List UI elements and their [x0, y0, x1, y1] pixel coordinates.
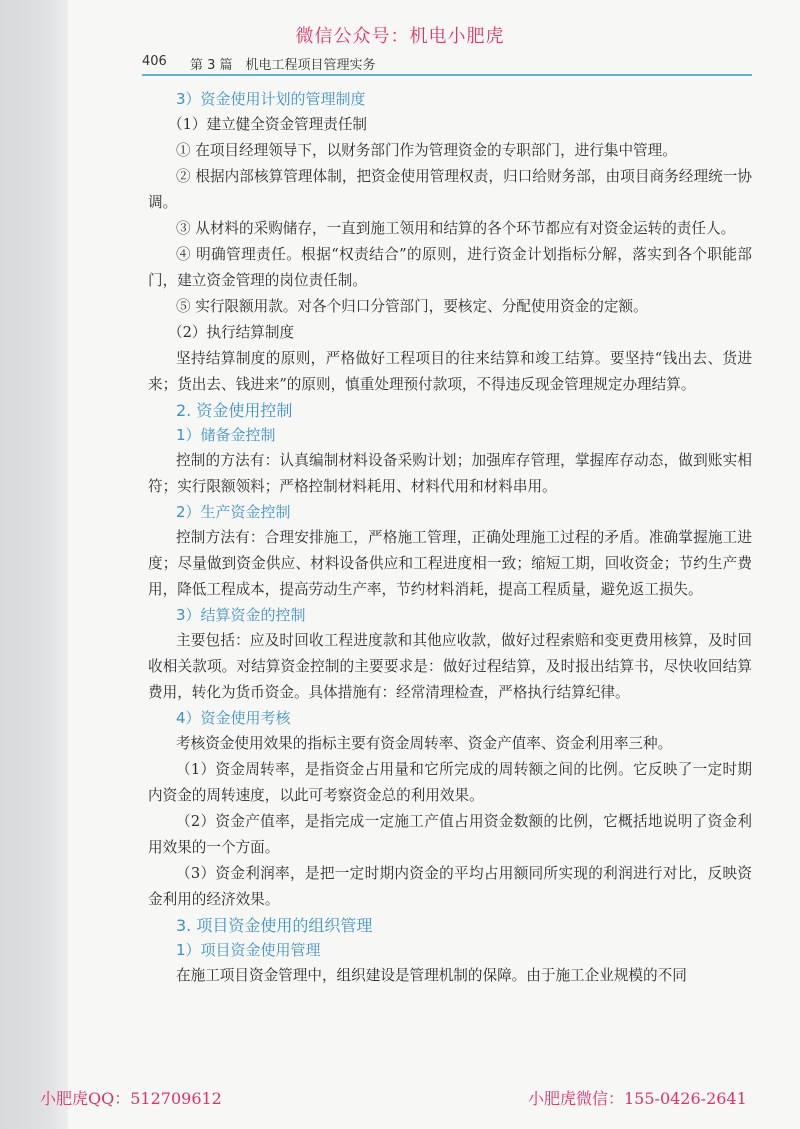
body-text [148, 87, 752, 989]
paragraph: 控制的方法有：认真编制材料设备采购计划；加强库存管理，掌握库存动态，做到账实相符；实行限额领料；严格控制材料耗用、材料代用和材料串用。 [148, 452, 752, 495]
header-rule [142, 74, 752, 76]
book-spine-shadow [0, 0, 68, 1129]
watermark-qq: 小肥虎QQ：512709612 [40, 1089, 222, 1108]
paragraph: 控制方法有：合理安排施工，严格施工管理，正确处理施工过程的矛盾。准确掌握施工进度；尽量做到资金供应、材料设备供应和工程进度相一致；缩短工期，回收资金；节约生产费用，降低工程成本，提高劳动生产率，节约材料消耗，提高工程质量，避免返工损失。 [148, 529, 752, 598]
numbered-heading: （2）执行结算制度 [168, 324, 295, 341]
paragraph: 主要包括：应及时回收工程进度款和其他应收款，做好过程索赔和变更费用核算，及时回收相关款项。对结算资金控制的主要要求是：做好过程结算，及时报出结算书，尽快收回结算费用，转化为货币资金。具体措施有：经常清理检查，严格执行结算纪律。 [148, 632, 752, 701]
watermark-top: 微信公众号：机电小肥虎 [295, 26, 505, 47]
subsection-heading: 1）储备金控制 [176, 426, 276, 444]
paragraph: ⑤ 实行限额用款。对各个归口分管部门，要核定、分配使用资金的定额。 [176, 298, 648, 315]
subsection-heading: 1）项目资金使用管理 [176, 941, 321, 959]
subsection-heading: 3）结算资金的控制 [176, 606, 306, 624]
section-heading: 3. 项目资金使用的组织管理 [176, 916, 373, 935]
paragraph: ① 在项目经理领导下，以财务部门作为管理资金的专职部门，进行集中管理。 [176, 142, 677, 159]
paragraph: （1）资金周转率，是指资金占用量和它所完成的周转额之间的比例。它反映了一定时期内资金的周转速度，以此可考察资金总的利用效果。 [148, 761, 752, 804]
watermark-wechat: 小肥虎微信：155-0426-2641 [528, 1089, 747, 1108]
paragraph: ③ 从材料的采购储存，一直到施工领用和结算的各个环节都应有对资金运转的责任人。 [176, 220, 736, 237]
subsection-heading: 4）资金使用考核 [176, 709, 291, 727]
page-number: 406 [142, 54, 167, 69]
section-heading: 2. 资金使用控制 [176, 401, 293, 420]
paragraph: （3）资金利润率，是把一定时期内资金的平均占用额同所实现的利润进行对比，反映资金利用的经济效果。 [148, 865, 752, 908]
paragraph: （2）资金产值率，是指完成一定施工产值占用资金数额的比例，它概括地说明了资金利用效果的一个方面。 [148, 813, 752, 856]
running-header [142, 54, 752, 74]
paragraph: 坚持结算制度的原则，严格做好工程项目的往来结算和竣工结算。要坚持“钱出去、货进来；货出去、钱进来”的原则，慎重处理预付款项，不得违反现金管理规定办理结算。 [148, 350, 752, 393]
paragraph: 考核资金使用效果的指标主要有资金周转率、资金产值率、资金利用率三种。 [176, 735, 673, 752]
subsection-heading: 2）生产资金控制 [176, 503, 291, 521]
paragraph: 在施工项目资金管理中，组织建设是管理机制的保障。由于施工企业规模的不同 [176, 967, 687, 984]
subsection-heading: 3）资金使用计划的管理制度 [176, 90, 366, 108]
numbered-heading: （1）建立健全资金管理责任制 [168, 116, 368, 133]
chapter-title: 第 3 篇 机电工程项目管理实务 [190, 58, 376, 73]
paragraph: ④ 明确管理责任。根据“权责结合”的原则，进行资金计划指标分解，落实到各个职能部门，建立资金管理的岗位责任制。 [148, 246, 752, 289]
paragraph: ② 根据内部核算管理体制，把资金使用管理权责，归口给财务部，由项目商务经理统一协调。 [148, 168, 752, 211]
